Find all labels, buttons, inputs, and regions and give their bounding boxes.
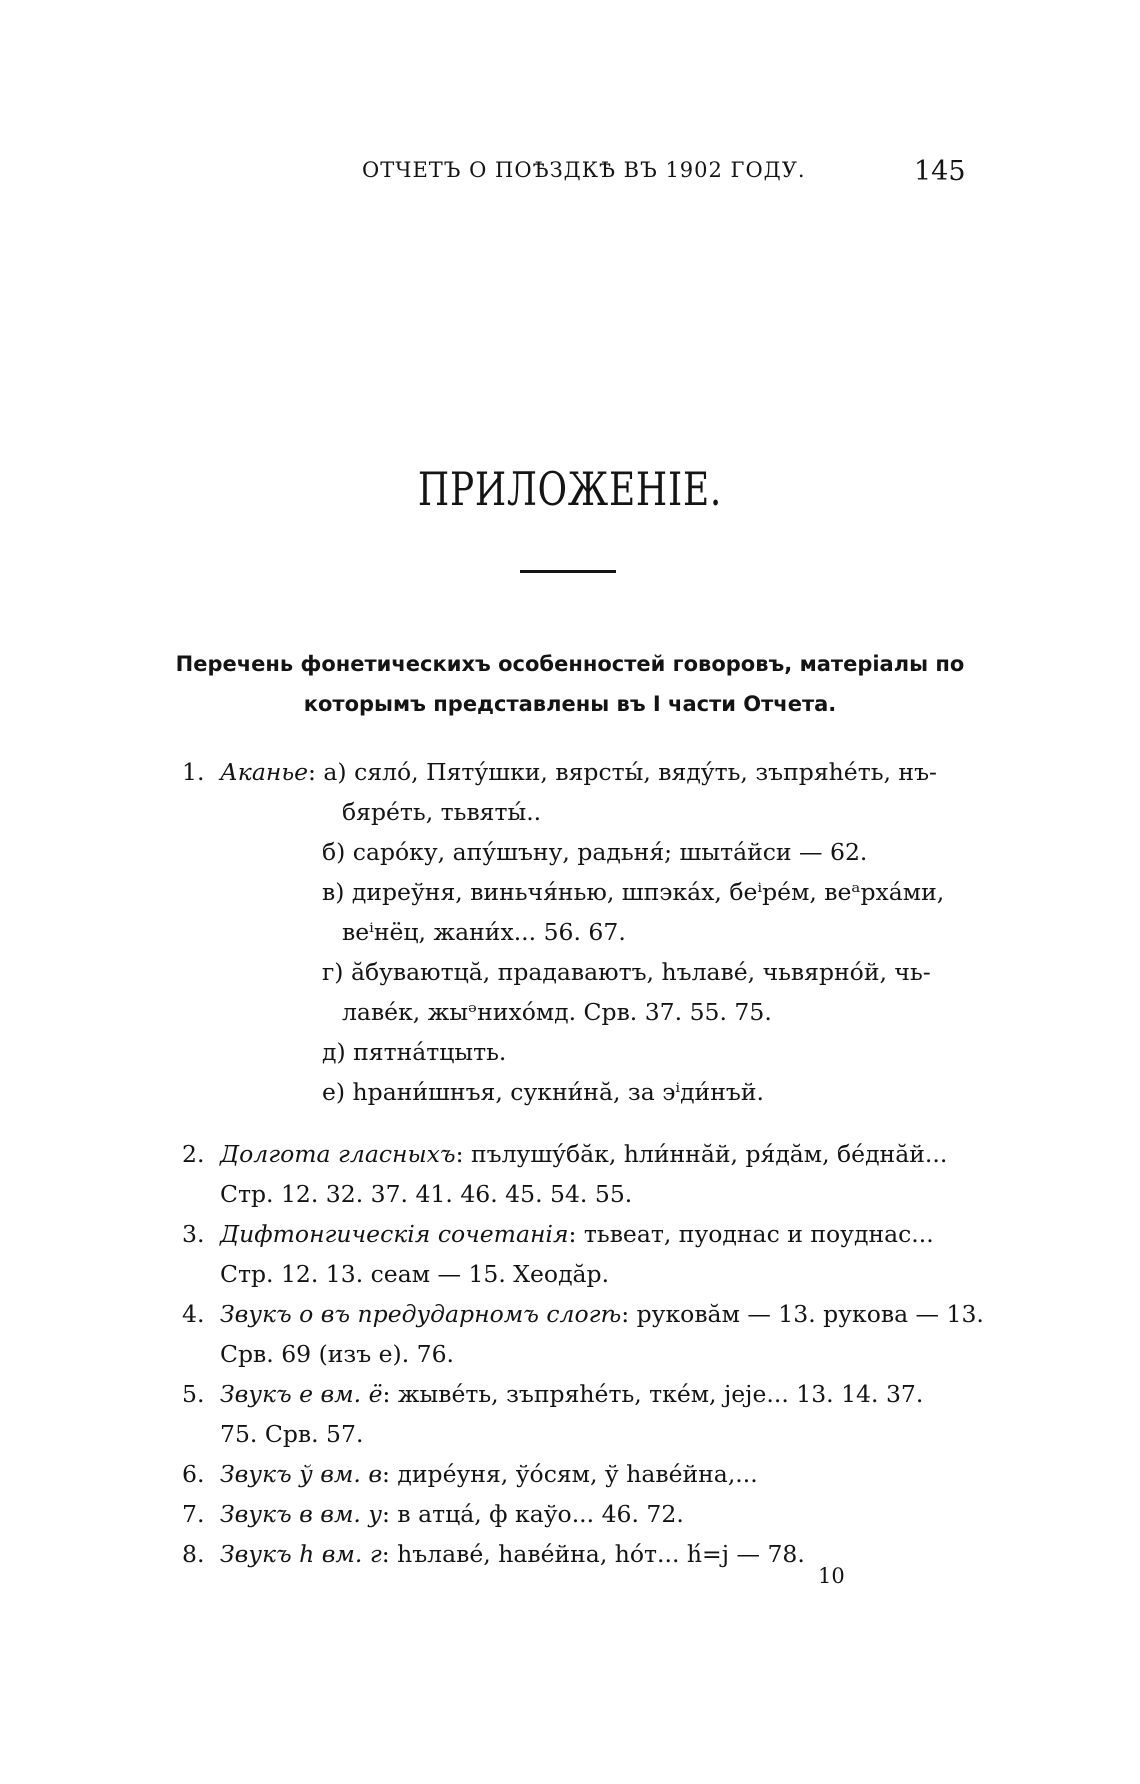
item-text: : в атца́, ф каўо... 46. 72. (382, 1500, 684, 1528)
item-label: Долгота гласныхъ (220, 1140, 456, 1168)
item-number: 3. (182, 1220, 205, 1248)
feature-list (182, 1134, 984, 1574)
running-head: ОТЧЕТЪ О ПОѢЗДКѢ ВЪ 1902 ГОДУ. (362, 158, 806, 182)
item-text: : руковăм — 13. рукова — 13. (621, 1300, 984, 1328)
item-text: : жыве́ть, зъпряһе́ть, тке́м, јеје... 13. 14. 37. (382, 1380, 924, 1408)
subtitle-line: которымъ представлены въ I части Отчета. (303, 692, 837, 716)
item-text: : а) сяло́, Пяту́шки, вярсты́, вяду́ть, зъпряһе́ть, нъ- (308, 758, 937, 786)
item-label: Звукъ е вм. ё (220, 1380, 383, 1408)
list-line: Срв. 69 (изъ е). 76. (220, 1340, 455, 1368)
list-line: г) ăбуваютцă, прадаваютъ, һълаве́, чьвярно́й, чь- (322, 958, 931, 986)
list-line: б) саро́ку, апу́шъну, радьня́; шыта́йси — 62. (322, 838, 868, 866)
item-text: : һълаве́, һаве́йна, һо́т... һ́=j — 78. (381, 1540, 805, 1568)
list-item (182, 1494, 977, 1534)
item-label: Дифтонгическія сочетанія (220, 1220, 569, 1248)
item-label: Звукъ о въ предударномъ слогѣ (220, 1300, 622, 1328)
list-item (182, 1374, 977, 1454)
item-number: 5. (182, 1380, 205, 1408)
title-rule (520, 570, 616, 573)
list-item (182, 1294, 984, 1374)
list-line: Стр. 12. 32. 37. 41. 46. 45. 54. 55. (220, 1180, 633, 1208)
list-line (182, 1454, 977, 1494)
list-line (182, 1294, 984, 1334)
list-line: лаве́к, жыᵊнихо́мд. Срв. 37. 55. 75. (342, 998, 772, 1026)
item-number: 4. (182, 1300, 205, 1328)
item-text: : тьвеат, пуоднас и поуднас... (568, 1220, 934, 1248)
item-number: 8. (182, 1540, 205, 1568)
appendix-subtitle (140, 644, 1000, 724)
item-text: : дире́уня, ўо́сям, ў һаве́йна,... (382, 1460, 758, 1488)
item-number: 7. (182, 1500, 205, 1528)
list-line: в) диреўня, виньчя́нью, шпэка́х, беⁱре́м, веᵃрха́ми, (322, 878, 945, 906)
list-item (182, 1214, 977, 1294)
item-label: Аканье (220, 758, 309, 786)
list-item (182, 1534, 977, 1574)
list-item (182, 1134, 977, 1214)
list-line (182, 1374, 977, 1414)
list-line: д) пятна́тцыть. (322, 1038, 507, 1066)
item-number: 1. (182, 758, 205, 786)
item-number: 2. (182, 1140, 205, 1168)
item-text: : пълушу́бăк, һли́ннăй, ря́дăм, бе́днăй... (455, 1140, 948, 1168)
list-line: е) һрани́шнъя, сукни́нă, за эⁱди́нъй. (322, 1078, 764, 1106)
list-line (182, 1534, 977, 1574)
item-number: 6. (182, 1460, 205, 1488)
list-line (182, 1494, 977, 1534)
list-line (182, 1134, 977, 1174)
subtitle-line: Перечень фонетическихъ особенностей говоровъ, матеріалы по (175, 652, 965, 676)
list-item (182, 1454, 977, 1494)
item-label: Звукъ һ вм. г (220, 1540, 382, 1568)
appendix-title: ПРИЛОЖЕНІЕ. (417, 462, 723, 516)
list-line (182, 752, 977, 792)
list-line: Стр. 12. 13. сеам — 15. Хеодăр. (220, 1260, 610, 1288)
list-line: бяре́ть, тьвяты́.. (342, 798, 542, 826)
list-line (182, 1214, 977, 1254)
list-line: веⁱнёц, жани́х... 56. 67. (342, 918, 626, 946)
signature-mark: 10 (818, 1564, 845, 1588)
list-line: 75. Срв. 57. (220, 1420, 364, 1448)
item-label: Звукъ ў вм. в (220, 1460, 382, 1488)
item-label: Звукъ в вм. у (220, 1500, 382, 1528)
list-item-akanye (182, 752, 977, 1112)
page-number: 145 (914, 156, 966, 187)
